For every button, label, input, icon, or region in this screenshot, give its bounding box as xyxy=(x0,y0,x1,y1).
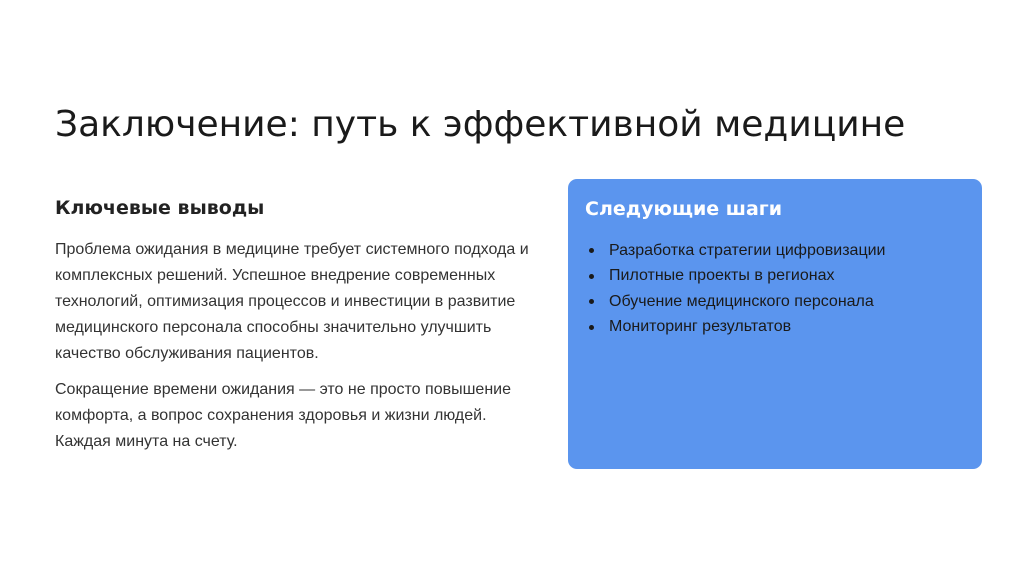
bullet-icon xyxy=(589,248,594,253)
slide-title: Заключение: путь к эффективной медицине xyxy=(55,104,906,145)
next-steps-item-label: Пилотные проекты в регионах xyxy=(609,267,835,285)
next-steps-heading: Следующие шаги xyxy=(585,198,783,220)
key-findings-paragraph-2: Сокращение времени ожидания — это не просто повышение комфорта, а вопрос сохранения здоровья и жизни людей. Каждая минута на счету. xyxy=(55,381,511,450)
key-findings-paragraph-1: Проблема ожидания в медицине требует системного подхода и комплексных решений. Успешное внедрение современных технологий, оптимизация процессов и инвестиции в развитие медицинского персонала способны значительно улучшить качество обслуживания пациентов. xyxy=(55,241,529,362)
next-steps-item-label: Разработка стратегии цифровизации xyxy=(609,241,886,259)
next-steps-card xyxy=(568,179,982,469)
next-steps-list xyxy=(586,238,885,340)
next-steps-item xyxy=(586,289,885,315)
next-steps-item xyxy=(586,264,885,290)
next-steps-item xyxy=(586,238,885,264)
next-steps-item-label: Обучение медицинского персонала xyxy=(609,292,874,310)
bullet-icon xyxy=(589,274,594,279)
bullet-icon xyxy=(589,325,594,330)
key-findings-heading: Ключевые выводы xyxy=(55,197,265,219)
next-steps-item xyxy=(586,315,885,341)
key-findings-section xyxy=(55,196,545,465)
next-steps-item-label: Мониторинг результатов xyxy=(609,318,792,336)
bullet-icon xyxy=(589,299,594,304)
